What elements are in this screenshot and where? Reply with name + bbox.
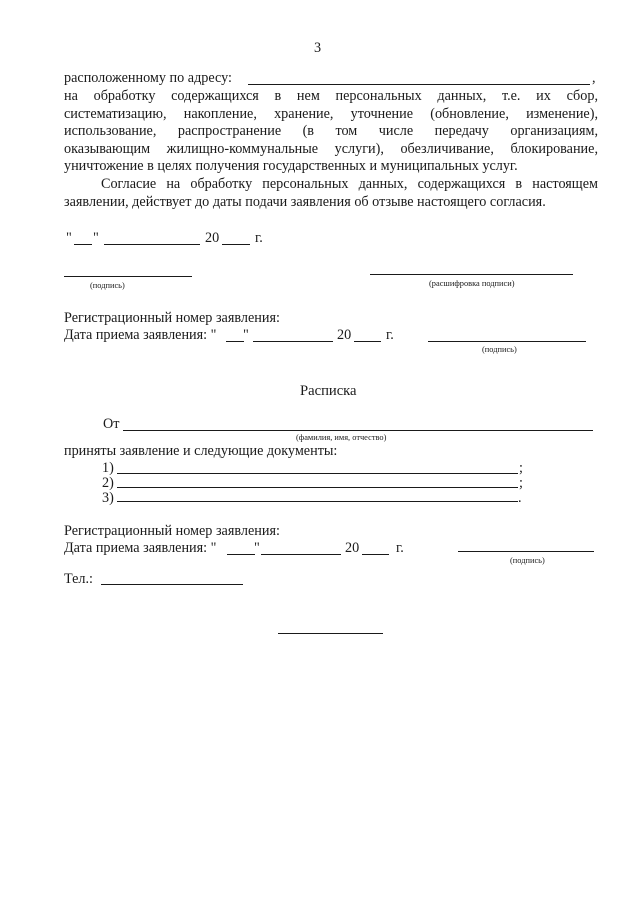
document-item-line (117, 501, 518, 502)
address-field-line (248, 84, 590, 85)
registration-year-suffix: г. (396, 540, 404, 556)
document-item-number: 1) (102, 460, 114, 476)
registration-year-line (362, 554, 389, 555)
consent-line: систематизацию, накопление, хранение, уточнение (обновление, изменение), (64, 105, 598, 122)
registration-date-quote: " (243, 327, 249, 343)
registration-year-prefix: 20 (337, 327, 352, 343)
registration-number-label: Регистрационный номер заявления: (64, 310, 280, 326)
document-item-end: ; (519, 475, 523, 491)
consent-paragraph (64, 88, 598, 176)
consent-month-line (104, 244, 200, 245)
registration-year-line (354, 341, 381, 342)
page-number: 3 (314, 40, 322, 56)
registration-signature-line (458, 551, 594, 552)
address-end-comma: , (592, 70, 596, 86)
phone-label: Тел.: (64, 571, 93, 587)
registration-day-line (226, 341, 244, 342)
consent-line: оказывающим жилищно-коммунальные услуги), обезличивание, блокирование, (64, 140, 598, 157)
registration-year-prefix: 20 (345, 540, 360, 556)
consent-year-prefix: 20 (205, 230, 220, 246)
consent-date-quote-open: " (66, 230, 72, 246)
receipt-from-label: От (103, 416, 120, 432)
consent-signature-caption: (подпись) (90, 281, 125, 290)
document-item-end: ; (519, 460, 523, 476)
registration-signature-line (428, 341, 586, 342)
consent-line: использование, распространение (в том числе передачу организациям, (64, 123, 598, 140)
registration-month-line (261, 554, 341, 555)
document-item-line (117, 487, 518, 488)
document-item-number: 2) (102, 475, 114, 491)
registration-signature-caption: (подпись) (482, 345, 517, 354)
consent-day-line (74, 244, 92, 245)
registration-day-line (227, 554, 255, 555)
closing-separator (278, 633, 383, 634)
registration-date-label: Дата приема заявления: " (64, 327, 217, 343)
registration-date-label: Дата приема заявления: " (64, 540, 217, 556)
phone-field-line (101, 584, 243, 585)
consent-year-line (222, 244, 250, 245)
consent-signature-line (64, 276, 192, 277)
consent-date-quote-close: " (93, 230, 99, 246)
document-item-end: . (518, 490, 522, 506)
consent-validity-paragraph (64, 176, 598, 211)
document-item-line (117, 473, 518, 474)
registration-signature-caption: (подпись) (510, 556, 545, 565)
consent-line: на обработку содержащихся в нем персональных данных, т.е. их сбор, (64, 88, 598, 104)
consent-year-suffix: г. (255, 230, 263, 246)
registration-month-line (253, 341, 333, 342)
registration-year-suffix: г. (386, 327, 394, 343)
document-item-number: 3) (102, 490, 114, 506)
consent-decoding-caption: (расшифровка подписи) (429, 279, 515, 288)
receipt-from-line (123, 430, 593, 431)
address-label: расположенному по адресу: (64, 70, 232, 86)
validity-line: заявлении, действует до даты подачи заявления об отзыве настоящего согласия. (64, 193, 546, 210)
consent-line: уничтожение в целях получения государственных и муниципальных услуг. (64, 158, 518, 175)
registration-date-quote: " (254, 540, 260, 556)
consent-decoding-line (370, 274, 573, 275)
validity-line: Согласие на обработку персональных данных, содержащихся в настоящем (101, 176, 598, 192)
receipt-title: Расписка (300, 383, 357, 399)
receipt-from-caption: (фамилия, имя, отчество) (296, 433, 387, 442)
registration-number-label: Регистрационный номер заявления: (64, 523, 280, 539)
receipt-accepted-label: приняты заявление и следующие документы: (64, 443, 338, 459)
